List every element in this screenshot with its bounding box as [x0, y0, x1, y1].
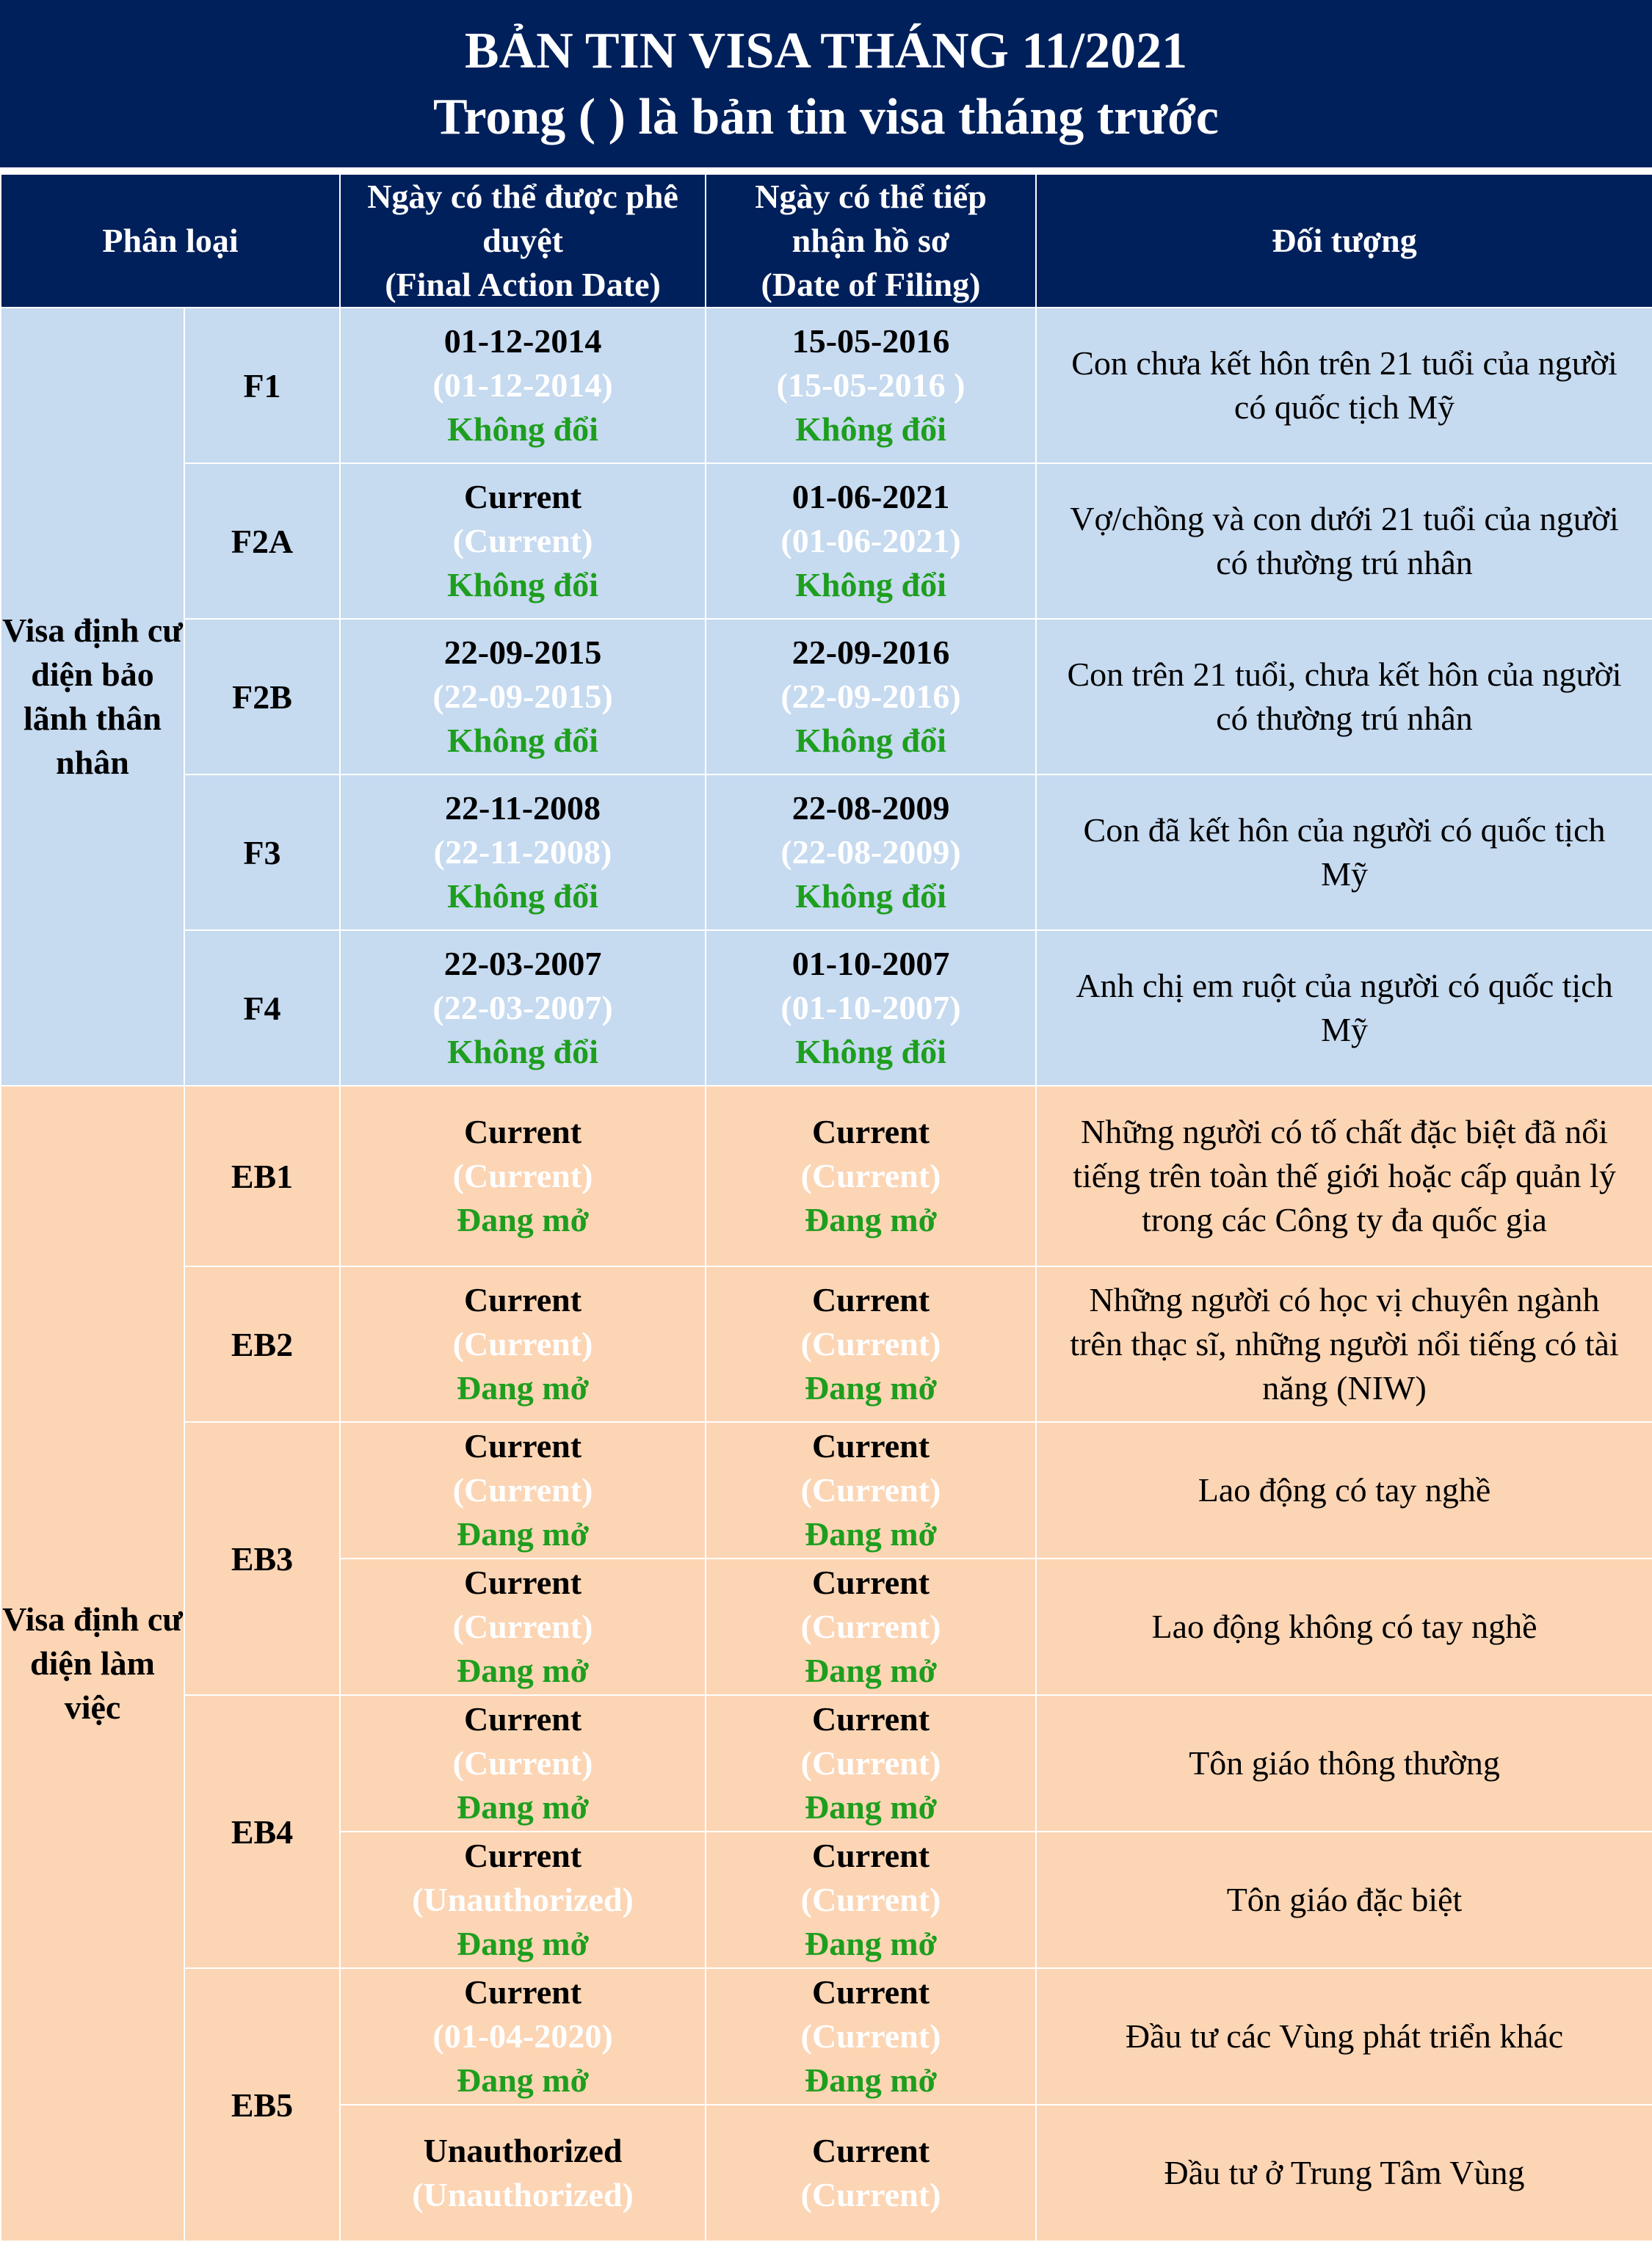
table-row: [1, 1086, 1652, 1266]
previous-date: (01-06-2021): [780, 522, 961, 559]
target-cell: [1036, 2105, 1652, 2241]
current-date: Current: [463, 1700, 582, 1738]
table-row: [1, 930, 1652, 1086]
date-filing-cell: [706, 930, 1036, 1086]
target-cell: [1036, 1559, 1652, 1695]
previous-date: (01-10-2007): [780, 989, 961, 1026]
current-date: Current: [811, 1837, 930, 1874]
date-filing-cell: [706, 1695, 1036, 1832]
status-text: Đang mở: [804, 2061, 938, 2099]
previous-date: (01-04-2020): [432, 2017, 613, 2055]
final-action-cell: [340, 463, 706, 619]
group-family-label: Visa định cư diện bảo lãnh thân nhân: [1, 308, 184, 1086]
target-cell: [1036, 1422, 1652, 1559]
status-text: Đang mở: [456, 1788, 590, 1826]
final-action-cell: [340, 1086, 706, 1266]
code-cell: EB5: [184, 1968, 340, 2241]
previous-date: (Current): [800, 1608, 941, 1645]
current-date: Current: [463, 1113, 582, 1150]
date-filing-cell: [706, 619, 1036, 774]
current-date: Current: [811, 1281, 930, 1318]
target-line: Con đã kết hôn của người có quốc tịch: [1083, 811, 1606, 849]
table-row: [1, 1266, 1652, 1422]
header-dof-line: nhận hồ sơ: [791, 222, 950, 259]
header-date-of-filing: [706, 174, 1036, 308]
bulletin-title: BẢN TIN VISA THÁNG 11/2021: [464, 23, 1188, 79]
target-line: Mỹ: [1321, 1011, 1368, 1048]
target-line: Những người có học vị chuyên ngành: [1089, 1281, 1600, 1318]
target-line: có thường trú nhân: [1216, 544, 1473, 581]
status-text: Đang mở: [804, 1201, 938, 1238]
target-cell: [1036, 1832, 1652, 1968]
target-line: Mỹ: [1321, 855, 1368, 893]
final-action-cell: [340, 1422, 706, 1559]
code-cell: F2B: [184, 619, 340, 774]
current-date: Current: [463, 1973, 582, 2011]
previous-date: (Unauthorized): [412, 2176, 634, 2213]
date-filing-cell: [706, 1832, 1036, 1968]
current-date: Unauthorized: [423, 2132, 623, 2169]
target-line: có quốc tịch Mỹ: [1233, 388, 1455, 426]
date-filing-cell: [706, 1266, 1036, 1422]
previous-date: (Current): [452, 1325, 593, 1363]
previous-date: (Current): [452, 522, 593, 559]
previous-date: (15-05-2016 ): [776, 366, 966, 404]
bulletin-header: [0, 0, 1652, 167]
current-date: Current: [463, 1281, 582, 1318]
code-cell: F4: [184, 930, 340, 1086]
previous-date: (22-09-2015): [432, 678, 613, 715]
date-filing-cell: [706, 2105, 1036, 2241]
previous-date: (Current): [800, 1325, 941, 1363]
target-cell: [1036, 774, 1652, 930]
final-action-cell: [340, 308, 706, 463]
code-cell: F3: [184, 774, 340, 930]
previous-date: (Current): [800, 1471, 941, 1509]
date-filing-cell: [706, 1422, 1036, 1559]
status-text: Không đổi: [795, 722, 946, 759]
current-date: Current: [811, 2132, 930, 2169]
header-fad-line: (Final Action Date): [385, 266, 661, 303]
previous-date: (Unauthorized): [412, 1881, 634, 1918]
status-text: Không đổi: [795, 410, 946, 448]
table-row: [1, 774, 1652, 930]
current-date: 22-09-2015: [443, 634, 602, 671]
current-date: Current: [811, 1973, 930, 2011]
final-action-cell: [340, 1832, 706, 1968]
code-cell: EB4: [184, 1695, 340, 1968]
final-action-cell: [340, 1968, 706, 2105]
status-text: Đang mở: [804, 1369, 938, 1407]
target-cell: [1036, 1266, 1652, 1422]
date-filing-cell: [706, 774, 1036, 930]
target-line: Anh chị em ruột của người có quốc tịch: [1076, 967, 1613, 1004]
status-text: Không đổi: [447, 722, 598, 759]
status-text: Đang mở: [456, 1201, 590, 1238]
final-action-cell: [340, 774, 706, 930]
header-fad-line: Ngày có thể được phê: [367, 178, 678, 215]
table-row: [1, 1968, 1652, 2105]
target-cell: [1036, 1695, 1652, 1832]
status-text: Đang mở: [804, 1925, 938, 1962]
date-filing-cell: [706, 463, 1036, 619]
status-text: Đang mở: [804, 1788, 938, 1826]
previous-date: (Current): [452, 1608, 593, 1645]
current-date: 22-09-2016: [791, 634, 950, 671]
table-row: [1, 619, 1652, 774]
current-date: Current: [811, 1564, 930, 1601]
status-text: Đang mở: [456, 1515, 590, 1553]
code-cell: F1: [184, 308, 340, 463]
target-line: Những người có tố chất đặc biệt đã nổi: [1081, 1113, 1609, 1150]
final-action-cell: [340, 2105, 706, 2241]
target-line: năng (NIW): [1262, 1369, 1427, 1407]
status-text: Không đổi: [447, 410, 598, 448]
target-cell: [1036, 619, 1652, 774]
current-date: 01-06-2021: [791, 478, 950, 515]
status-text: Không đổi: [795, 1033, 946, 1070]
target-line: Đầu tư ở Trung Tâm Vùng: [1164, 2154, 1525, 2191]
previous-date: (Current): [452, 1157, 593, 1194]
target-line: có thường trú nhân: [1216, 700, 1473, 737]
current-date: Current: [463, 478, 582, 515]
final-action-cell: [340, 1559, 706, 1695]
current-date: 22-08-2009: [791, 789, 950, 827]
header-final-action-date: [340, 174, 706, 308]
previous-date: (01-12-2014): [432, 366, 613, 404]
status-text: Đang mở: [456, 2061, 590, 2099]
code-cell: EB3: [184, 1422, 340, 1695]
target-cell: [1036, 1086, 1652, 1266]
date-filing-cell: [706, 1086, 1036, 1266]
previous-date: (Current): [800, 2176, 941, 2213]
date-filing-cell: [706, 1968, 1036, 2105]
table-row: [1, 308, 1652, 463]
previous-date: (22-09-2016): [780, 678, 961, 715]
current-date: 22-11-2008: [444, 789, 601, 827]
target-line: Tôn giáo thông thường: [1189, 1744, 1500, 1782]
previous-date: (22-11-2008): [433, 833, 612, 871]
current-date: Current: [811, 1427, 930, 1465]
date-filing-cell: [706, 308, 1036, 463]
current-date: 22-03-2007: [443, 945, 602, 982]
code-cell: EB1: [184, 1086, 340, 1266]
status-text: Đang mở: [804, 1515, 938, 1553]
current-date: 01-12-2014: [443, 322, 602, 360]
previous-date: (Current): [452, 1744, 593, 1782]
previous-date: (22-03-2007): [432, 989, 613, 1026]
final-action-cell: [340, 930, 706, 1086]
target-cell: [1036, 930, 1652, 1086]
target-line: Con trên 21 tuổi, chưa kết hôn của người: [1067, 656, 1622, 693]
target-line: Tôn giáo đặc biệt: [1226, 1881, 1463, 1918]
current-date: Current: [463, 1564, 582, 1601]
code-cell: EB2: [184, 1266, 340, 1422]
header-row: [1, 174, 1652, 308]
target-cell: [1036, 308, 1652, 463]
previous-date: (Current): [800, 1881, 941, 1918]
current-date: Current: [463, 1427, 582, 1465]
final-action-cell: [340, 1695, 706, 1832]
header-category: Phân loại: [1, 174, 340, 308]
group-employment-label: Visa định cư diện làm việc: [1, 1086, 184, 2241]
table-row: [1, 1695, 1652, 1832]
header-target: Đối tượng: [1036, 174, 1652, 308]
previous-date: (Current): [800, 1744, 941, 1782]
current-date: Current: [811, 1113, 930, 1150]
target-cell: [1036, 463, 1652, 619]
header-fad-line: duyệt: [482, 222, 563, 259]
target-cell: [1036, 1968, 1652, 2105]
table-row: [1, 1422, 1652, 1559]
code-cell: F2A: [184, 463, 340, 619]
current-date: Current: [811, 1700, 930, 1738]
final-action-cell: [340, 619, 706, 774]
status-text: Không đổi: [795, 877, 946, 915]
status-text: Đang mở: [456, 1652, 590, 1689]
target-line: Vợ/chồng và con dưới 21 tuổi của người: [1070, 500, 1619, 537]
target-line: tiếng trên toàn thế giới hoặc cấp quản lý: [1073, 1157, 1616, 1194]
target-line: Lao động không có tay nghề: [1151, 1608, 1537, 1645]
target-line: Lao động có tay nghề: [1198, 1471, 1491, 1509]
previous-date: (Current): [800, 2017, 941, 2055]
header-dof-line: Ngày có thể tiếp: [755, 178, 987, 215]
header-divider: [0, 167, 1652, 173]
target-line: trong các Công ty đa quốc gia: [1142, 1201, 1547, 1238]
header-dof-line: (Date of Filing): [761, 266, 981, 303]
final-action-cell: [340, 1266, 706, 1422]
previous-date: (Current): [800, 1157, 941, 1194]
current-date: Current: [463, 1837, 582, 1874]
status-text: Không đổi: [795, 566, 946, 603]
table-row: [1, 463, 1652, 619]
visa-bulletin-table: [0, 173, 1652, 2242]
previous-date: (Current): [452, 1471, 593, 1509]
status-text: Đang mở: [804, 1652, 938, 1689]
status-text: Đang mở: [456, 1925, 590, 1962]
status-text: Không đổi: [447, 877, 598, 915]
status-text: Không đổi: [447, 1033, 598, 1070]
date-filing-cell: [706, 1559, 1036, 1695]
target-line: trên thạc sĩ, những người nổi tiếng có tài: [1070, 1325, 1619, 1363]
status-text: Đang mở: [456, 1369, 590, 1407]
target-line: Con chưa kết hôn trên 21 tuổi của người: [1071, 344, 1617, 382]
target-line: Đầu tư các Vùng phát triển khác: [1125, 2017, 1564, 2055]
status-text: Không đổi: [447, 566, 598, 603]
bulletin-subtitle: Trong ( ) là bản tin visa tháng trước: [433, 89, 1219, 145]
current-date: 01-10-2007: [791, 945, 950, 982]
previous-date: (22-08-2009): [780, 833, 961, 871]
current-date: 15-05-2016: [791, 322, 950, 360]
